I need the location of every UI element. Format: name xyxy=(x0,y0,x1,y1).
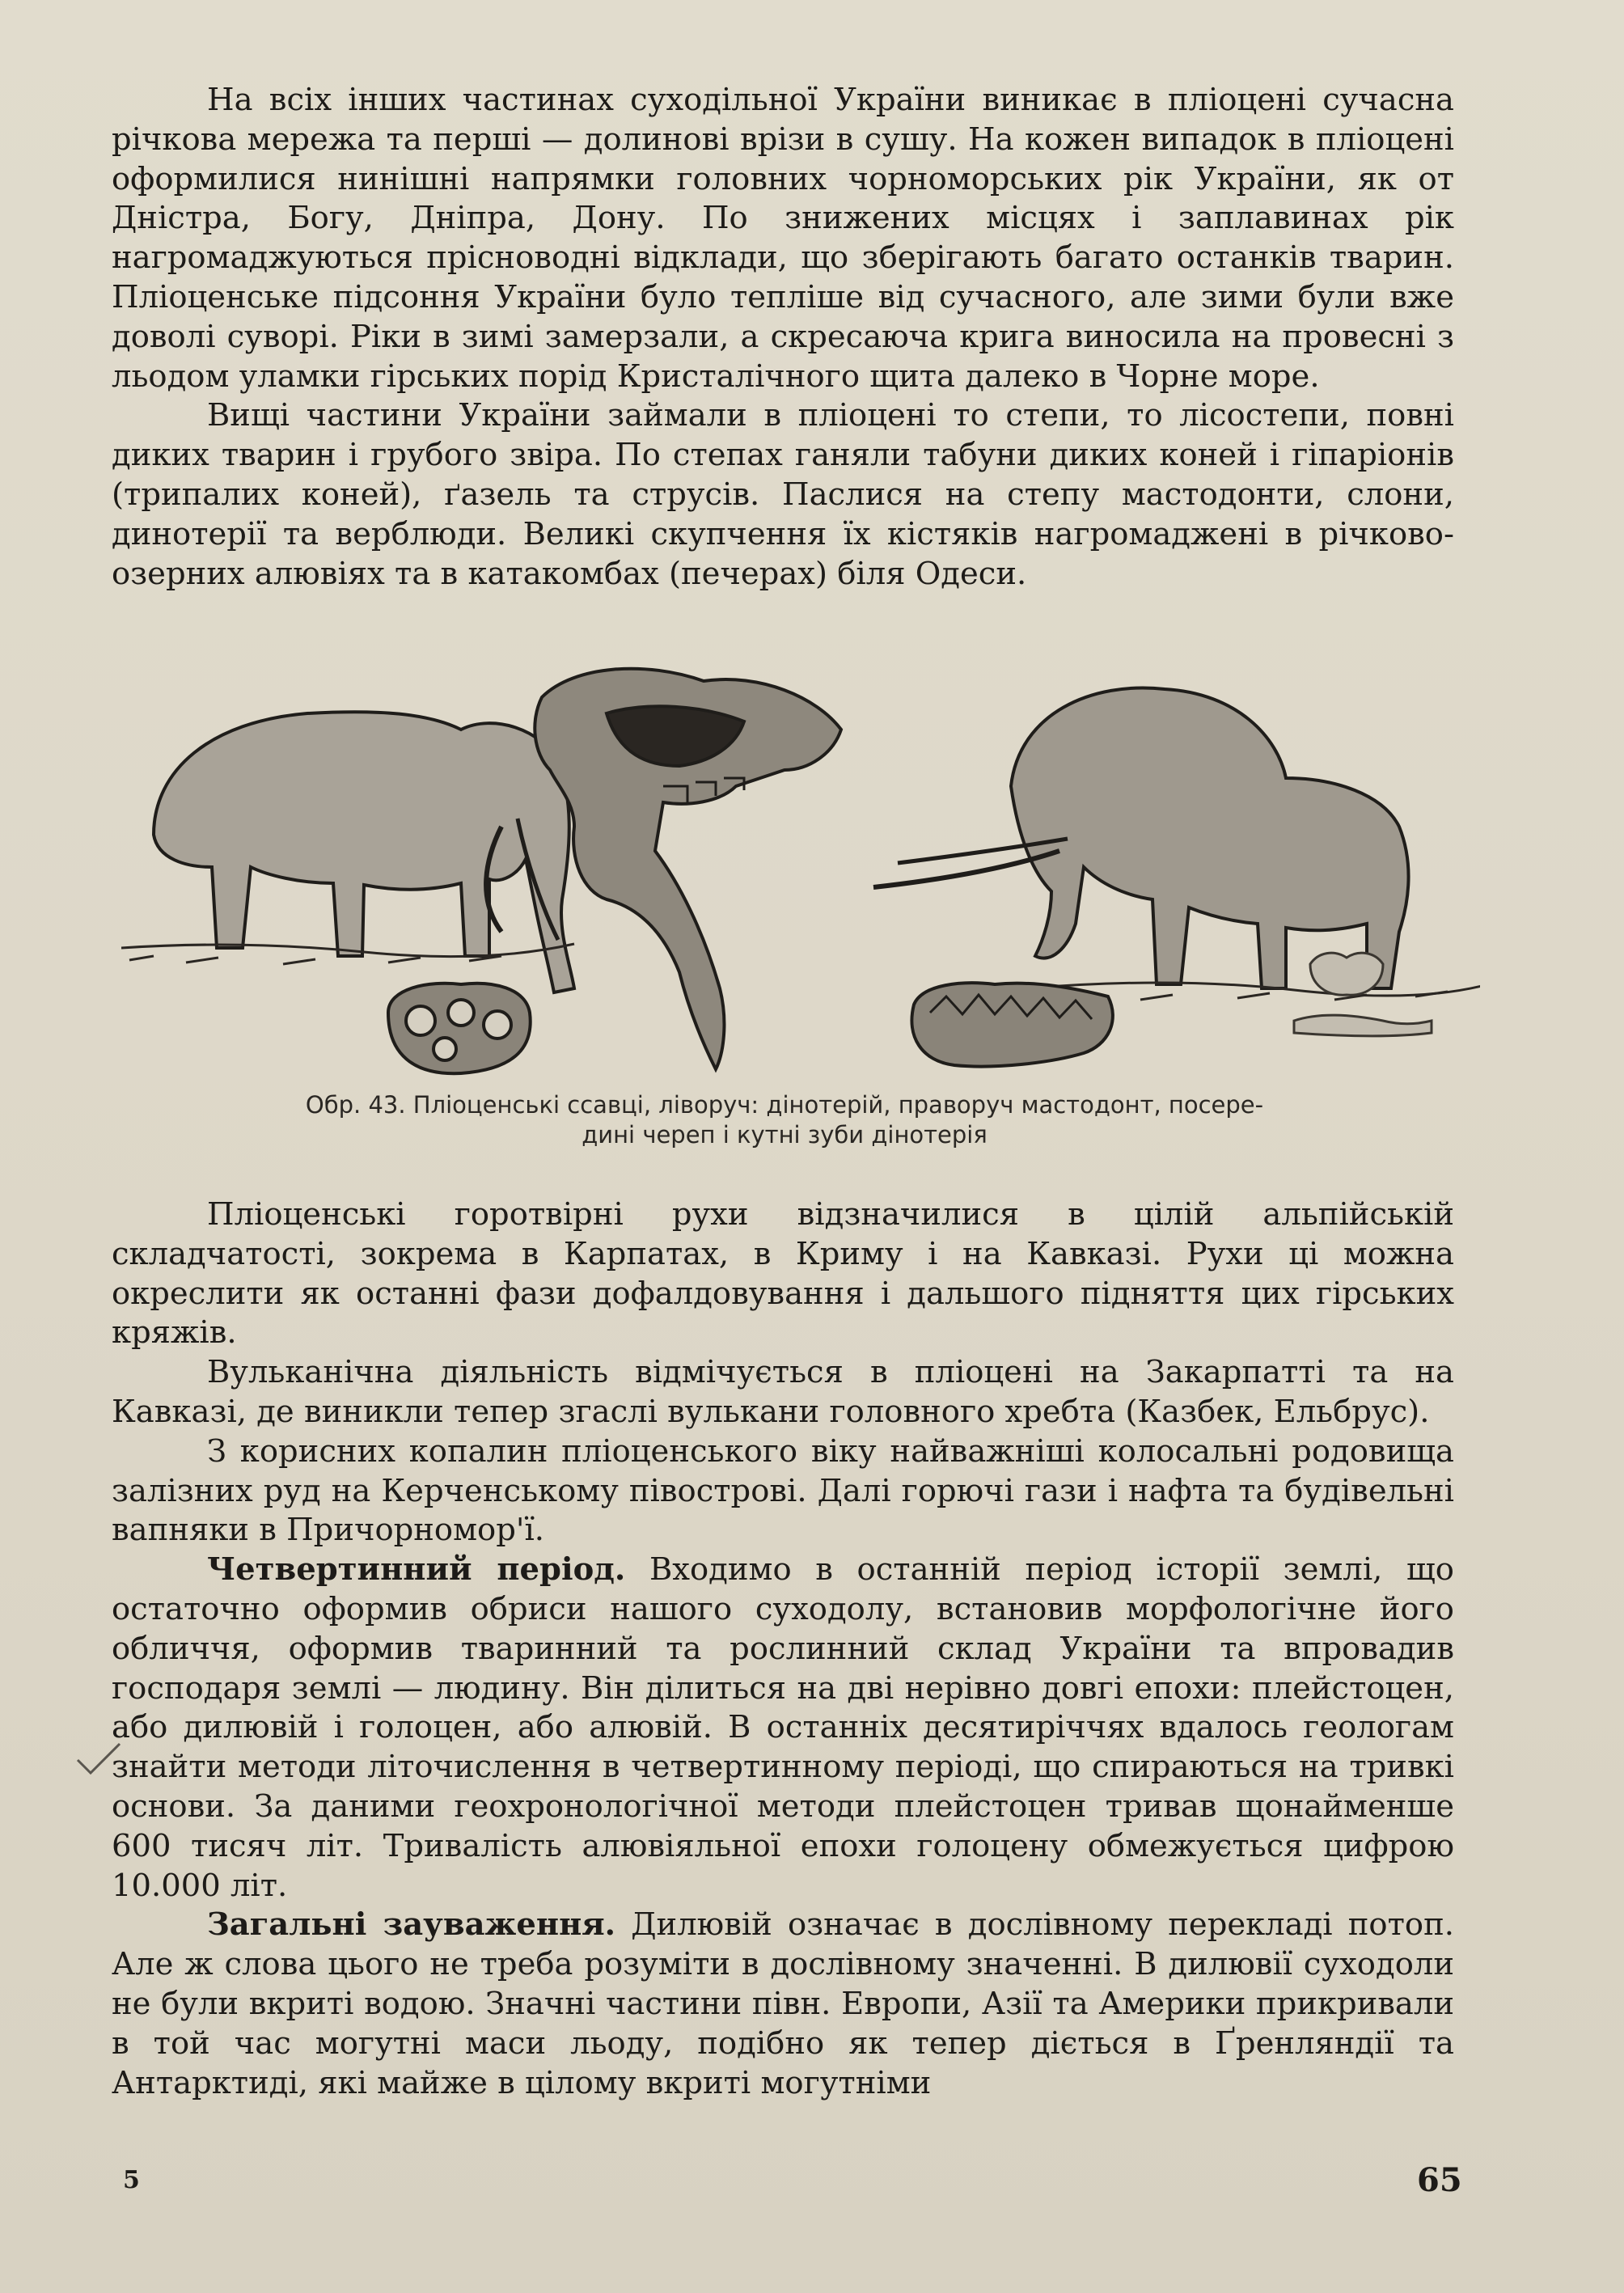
dinotherium-illustration xyxy=(154,712,574,992)
figure-pliocene-mammals xyxy=(121,665,1480,1085)
heading-general-remarks: Загальні зауваження. xyxy=(207,1906,616,1944)
signature-mark: 5 xyxy=(123,2166,140,2194)
check-mark xyxy=(74,1739,123,1779)
text-general-remarks: Дилювій означає в дослівному перекладі потоп. Але ж слова цього не треба розуміти в дослівному значенні. В дилювії суходоли не були вкриті водою. Значні частини півн. Европи, Азії та Америки прикривали в той час могутні маси льоду, подібно як тепер діється в Ґренляндії та Антарктиді, які майже в цілому вкриті могутніми xyxy=(112,1906,1454,2101)
bottom-text-block xyxy=(112,1195,1454,2103)
top-text-block xyxy=(112,81,1454,594)
paragraph-steppes-fauna: Вищі частини України займали в пліоцені то степи, то лісостепи, повні диких тварин і грубого звіра. По степах ганяли табуни диких коней і гіпаріонів (трипалих коней), ґазель та струсів. Паслися на степу мастодонти, слони, динотерії та верблюди. Великі скупчення їх кістяків нагромаджені в річково-озерних алювіях та в катакомбах (печерах) біля Одеси. xyxy=(112,397,1454,592)
heading-quaternary: Четвертинний період. xyxy=(207,1551,626,1589)
paragraph-river-network: На всіх інших частинах суходільної України виникає в пліоцені сучасна річкова мережа та перші — долинові врізи в сушу. На кожен випадок в пліоцені оформилися нинішні напрямки головних чорноморських рік України, як от Дністра, Богу, Дніпра, Дону. По знижених місцях і заплавинах рік нагромаджуються прісноводні відклади, що зберігають багато останків тварин. Пліоценське підсоння України було тепліше від сучасного, але зими були вже доволі суворі. Ріки в зимі замерзали, а скресаюча крига виносила на провесні з льодом уламки гірських порід Кристалічного щита далеко в Чорне море. xyxy=(112,82,1454,395)
molar-tooth-left-illustration xyxy=(388,984,531,1073)
paragraph-volcanism: Вульканічна діяльність відмічується в пліоцені на Закарпатті та на Кавказі, де виникли тепер згаслі вулькани головного хребта (Казбек, Ельбрус). xyxy=(112,1354,1454,1430)
mastodon-illustration xyxy=(873,688,1409,989)
figure-caption xyxy=(154,1090,1415,1150)
paragraph-minerals: З корисних копалин пліоценського віку найважніші колосальні родовища залізних руд на Керченському півострові. Далі горючі гази і нафта та будівельні вапняки в Причорномор'ї. xyxy=(112,1432,1454,1549)
paragraph-orogeny: Пліоценські горотвірні рухи відзначилися в цілій альпійській складчатості, зокрема в Карпатах, в Криму і на Кавказі. Рухи ці можна окреслити як останні фази дофалдовування і дальшого підняття цих гірських кряжів. xyxy=(112,1196,1454,1352)
caption-line-1: Обр. 43. Пліоценські ссавці, ліворуч: дінотерій, праворуч мастодонт, посере- xyxy=(305,1091,1264,1119)
molar-tooth-right-illustration xyxy=(911,983,1112,1066)
caption-line-2: дині череп і кутні зуби дінотерія xyxy=(582,1121,988,1149)
text-quaternary: Входимо в останній період історії землі, що остаточно оформив обриси нашого суходолу, встановив морфологічне його обличчя, оформив тваринний та рослинний склад України та впровадив господаря землі — людину. Він ділиться на дві нерівно довгі епохи: плейстоцен, або дилювій і голоцен, або алювій. В останніх десятиріччях вдалось геологам знайти методи літочислення в четвертинному періоді, що спираються на тривкі основи. За даними геохронологічної методи плейстоцен тривав щонайменше 600 тисяч літ. Тривалість алювіяльної епохи голоцену обмежується цифрою 10.000 літ. xyxy=(112,1551,1454,1904)
paragraph-quaternary xyxy=(112,1551,1454,1906)
page-number: 65 xyxy=(1417,2161,1462,2199)
dinotherium-skull-illustration xyxy=(535,669,841,1069)
paragraph-general-remarks xyxy=(112,1906,1454,2103)
